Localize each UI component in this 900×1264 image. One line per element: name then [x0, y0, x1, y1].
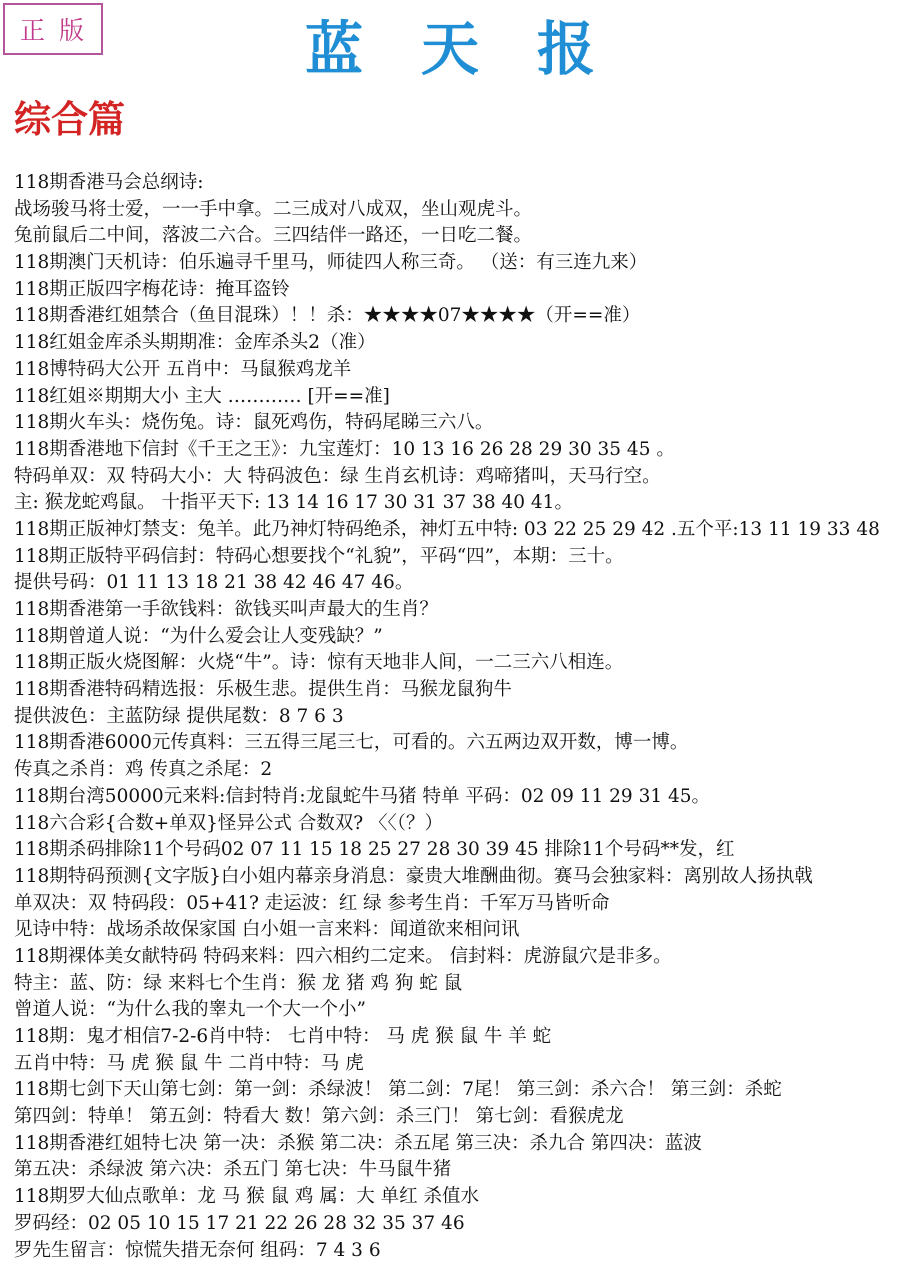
- text-line: 118期特码预测{文字版}白小姐内幕亲身消息：豪贵大堆酬曲彻。赛马会独家料：离别故人扬执戟: [14, 864, 900, 891]
- text-line: 118博特码大公开 五肖中：马鼠猴鸡龙羊: [14, 357, 900, 384]
- text-line: 五肖中特：马 虎 猴 鼠 牛 二肖中特：马 虎: [14, 1051, 900, 1078]
- content-lines: [14, 170, 900, 1264]
- text-line: 曾道人说：“为什么我的睾丸一个大一个小”: [14, 997, 900, 1024]
- text-line: 提供波色：主蓝防绿 提供尾数：8 7 6 3: [14, 704, 900, 731]
- text-line: 118期香港特码精选报：乐极生悲。提供生肖：马猴龙鼠狗牛: [14, 677, 900, 704]
- text-line: 特码单双：双 特码大小：大 特码波色：绿 生肖玄机诗：鸡啼猪叫，天马行空。: [14, 464, 900, 491]
- text-line: 118红姐※期期大小 主大 ………… [开==准]: [14, 384, 900, 411]
- text-line: 传真之杀肖：鸡 传真之杀尾：2: [14, 757, 900, 784]
- text-line: 见诗中特：战场杀故保家国 白小姐一言来料：闻道欲来相问讯: [14, 917, 900, 944]
- text-line: 提供号码：01 11 13 18 21 38 42 46 47 46。: [14, 570, 900, 597]
- text-line: 118期正版四字梅花诗：掩耳盗铃: [14, 277, 900, 304]
- section-heading: 综合篇: [14, 96, 125, 142]
- text-line: 118期火车头：烧伤兔。诗：鼠死鸡伤，特码尾睇三六八。: [14, 410, 900, 437]
- text-line: 118期罗大仙点歌单：龙 马 猴 鼠 鸡 属：大 单红 杀值水: [14, 1184, 900, 1211]
- text-line: 118期正版神灯禁支：兔羊。此乃神灯特码绝杀，神灯五中特: 03 22 25 29 42 .五个平:13 11 19 33 48: [14, 517, 900, 544]
- text-line: 118红姐金库杀头期期准：金库杀头2（准）: [14, 330, 900, 357]
- text-line: 118期正版特平码信封：特码心想要找个“礼貌”，平码“四”，本期：三十。: [14, 544, 900, 571]
- text-line: 单双决：双 特码段：05+41? 走运波：红 绿 参考生肖：千军万马皆听命: [14, 891, 900, 918]
- text-line: 118期杀码排除11个号码02 07 11 15 18 25 27 28 30 39 45 排除11个号码**发，红: [14, 837, 900, 864]
- text-line: 118期曾道人说：“为什么爱会让人变残缺？”: [14, 624, 900, 651]
- text-line: 118期香港马会总纲诗:: [14, 170, 900, 197]
- text-line: 第五决：杀绿波 第六决：杀五门 第七决：牛马鼠牛猪: [14, 1157, 900, 1184]
- text-line: 118期裸体美女献特码 特码来料：四六相约二定来。 信封料：虎游鼠穴是非多。: [14, 944, 900, 971]
- text-line: 战场骏马将士爱，一一手中拿。二三成对八成双，坐山观虎斗。: [14, 197, 900, 224]
- text-line: 118期香港第一手欲钱料：欲钱买叫声最大的生肖？: [14, 597, 900, 624]
- text-line: 118期七剑下天山第七剑：第一剑：杀绿波！ 第二剑：7尾！ 第三剑：杀六合！ 第三剑：杀蛇: [14, 1077, 900, 1104]
- page-title: 蓝天报: [0, 14, 900, 84]
- text-line: 118期正版火烧图解：火烧“牛”。诗：惊有天地非人间，一二三六八相连。: [14, 650, 900, 677]
- text-line: 特主：蓝、防：绿 来料七个生肖：猴 龙 猪 鸡 狗 蛇 鼠: [14, 971, 900, 998]
- text-line: 118期香港6000元传真料：三五得三尾三七，可看的。六五两边双开数，博一博。: [14, 730, 900, 757]
- text-line: 罗先生留言：惊慌失措无奈何 组码：7 4 3 6: [14, 1238, 900, 1264]
- text-line: 118期香港红姐特七决 第一决：杀猴 第二决：杀五尾 第三决：杀九合 第四决：蓝波: [14, 1131, 900, 1158]
- text-line: 118期台湾50000元来料:信封特肖:龙鼠蛇牛马猪 特单 平码：02 09 11 29 31 45。: [14, 784, 900, 811]
- text-line: 主: 猴龙蛇鸡鼠。 十指平天下: 13 14 16 17 30 31 37 38 40 41。: [14, 490, 900, 517]
- text-line: 118六合彩{合数+单双}怪异公式 合数双? 〈〈（？）: [14, 811, 900, 838]
- official-edition-badge: 正版: [3, 3, 103, 55]
- text-line: 118期香港地下信封《千王之王》：九宝莲灯：10 13 16 26 28 29 30 35 45 。: [14, 437, 900, 464]
- text-line: 118期澳门天机诗：伯乐遍寻千里马，师徒四人称三奇。 （送：有三连九来）: [14, 250, 900, 277]
- text-line: 118期香港红姐禁合（鱼目混珠）！！杀：★★★★07★★★★（开==准）: [14, 303, 900, 330]
- text-line: 118期：鬼才相信7-2-6肖中特： 七肖中特： 马 虎 猴 鼠 牛 羊 蛇: [14, 1024, 900, 1051]
- text-line: 第四剑：特单！ 第五剑：特看大 数！第六剑：杀三门！ 第七剑：看猴虎龙: [14, 1104, 900, 1131]
- text-line: 兔前鼠后二中间，落波二六合。三四结伴一路还，一日吃二餐。: [14, 223, 900, 250]
- text-line: 罗码经：02 05 10 15 17 21 22 26 28 32 35 37 46: [14, 1211, 900, 1238]
